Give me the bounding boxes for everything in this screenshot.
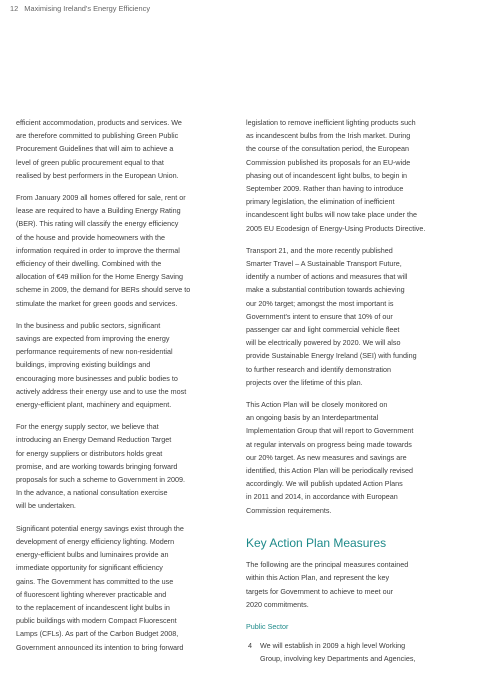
text-line: will be undertaken. (16, 501, 76, 511)
paragraph-monitoring (246, 398, 470, 517)
text-line: proposals for such a scheme to Government in 2009. (16, 475, 185, 485)
text-line: Procurement Guidelines that will aim to achieve a (16, 144, 174, 154)
text-line: Significant potential energy savings exist through the (16, 523, 184, 533)
text-line: encouraging more businesses and public bodies to (16, 373, 178, 383)
text-line: as incandescent bulbs from the Irish market. During (246, 131, 411, 141)
text-line: projects over the lifetime of this plan. (246, 377, 363, 387)
list-item (246, 639, 470, 665)
text-line: our 20% target. As new measures and savings are (246, 452, 407, 462)
text-line: legislation to remove inefficient lighting products such (246, 118, 416, 127)
text-line: at regular intervals on progress being made towards (246, 439, 412, 449)
paragraph-green-procurement (16, 116, 230, 182)
text-line: From January 2009 all homes offered for sale, rent or (16, 193, 186, 203)
text-line: introducing an Energy Demand Reduction Target (16, 435, 172, 445)
text-line: realised by best performers in the European Union. (16, 170, 179, 180)
text-line: performance requirements of new non-residential (16, 347, 173, 357)
text-line: Group, involving key Departments and Agencies, (260, 654, 416, 664)
text-line: 2020 commitments. (246, 599, 309, 609)
text-line: energy-efficient plant, machinery and equipment. (16, 400, 172, 410)
text-line: We will establish in 2009 a high level Working (260, 641, 406, 651)
text-line: efficiency of their dwelling. Combined with the (16, 259, 162, 269)
text-line: buildings, improving existing buildings and (16, 360, 151, 370)
left-column (16, 116, 230, 663)
text-line: actively address their energy use and to use the most (16, 386, 187, 396)
paragraph-lighting (16, 522, 230, 654)
text-line: Implementation Group that will report to Government (246, 426, 414, 436)
right-column (246, 116, 470, 666)
text-line: identified, this Action Plan will be periodically revised (246, 466, 413, 476)
text-line: for energy suppliers or distributors holds great (16, 448, 163, 458)
text-line: lease are required to have a Building Energy Rating (16, 206, 181, 216)
text-line: within this Action Plan, and represent the key (246, 573, 390, 583)
text-line: For the energy supply sector, we believe that (16, 422, 159, 432)
text-line: of the house and provide homeowners with the (16, 232, 166, 242)
text-line: gains. The Government has committed to the use (16, 576, 174, 586)
text-line: Commission requirements. (246, 505, 332, 515)
text-line: stimulate the market for green goods and services. (16, 298, 178, 308)
text-line: in 2011 and 2014, in accordance with European (246, 492, 398, 502)
text-line: scheme in 2009, the demand for BERs should serve to (16, 285, 191, 295)
text-line: immediate opportunity for significant efficiency (16, 563, 163, 573)
page-number: 12 (10, 4, 19, 13)
text-line: Commission published its proposals for an EU-wide (246, 157, 411, 167)
text-line: targets for Government to achieve to meet our (246, 586, 394, 596)
text-line: an ongoing basis by an Interdepartmental (246, 413, 379, 423)
text-line: will be electrically powered by 2020. We will also (246, 338, 401, 348)
page-header (10, 4, 150, 13)
paragraph-ber (16, 191, 230, 310)
text-line: accordingly. We will publish updated Action Plans (246, 479, 403, 489)
text-line: This Action Plan will be closely monitored on (246, 400, 388, 410)
text-line: of fluorescent lighting wherever practicable and (16, 589, 167, 599)
text-line: passenger car and light commercial vehicle fleet (246, 325, 400, 335)
text-line: efficient accommodation, products and services. We (16, 118, 182, 127)
text-line: the course of the consultation period, the European (246, 144, 410, 154)
text-line: phasing out of incandescent light bulbs, to begin in (246, 170, 408, 180)
text-line: (BER). This rating will classify the energy efficiency (16, 219, 179, 229)
text-line: energy-efficient bulbs and luminaires provide an (16, 550, 169, 560)
text-line: savings are expected from improving the energy (16, 334, 170, 344)
text-line: information required in order to improve the thermal (16, 245, 180, 255)
subheading-public-sector: Public Sector (246, 621, 289, 631)
text-line: public buildings with modern Compact Fluorescent (16, 616, 177, 626)
paragraph-transport (246, 244, 470, 389)
text-line: allocation of €49 million for the Home Energy Saving (16, 272, 184, 282)
text-line: Government's intent to ensure that 10% of our (246, 311, 393, 321)
text-line: promise, and are working towards bringing forward (16, 461, 178, 471)
text-line: identify a number of actions and measures that will (246, 272, 408, 282)
text-line: are therefore committed to publishing Green Public (16, 131, 179, 141)
text-line: level of green public procurement equal to that (16, 157, 164, 167)
text-line: provide Sustainable Energy Ireland (SEI) with funding (246, 351, 417, 361)
paragraph-business-public (16, 319, 230, 411)
section-heading: Key Action Plan Measures (246, 535, 387, 550)
text-line: Smarter Travel – A Sustainable Transport Future, (246, 259, 402, 269)
running-title: Maximising Ireland's Energy Efficiency (24, 4, 151, 13)
text-line: Lamps (CFLs). As part of the Carbon Budget 2008, (16, 629, 179, 639)
text-line: In the advance, a national consultation exercise (16, 488, 168, 498)
text-line: Transport 21, and the more recently published (246, 245, 393, 255)
text-line: our 20% target; amongst the most important is (246, 298, 394, 308)
text-line: to further research and identify demonstration (246, 364, 392, 374)
text-line: The following are the principal measures contained (246, 560, 409, 570)
text-line: development of energy efficiency lighting. Modern (16, 536, 175, 546)
text-line: primary legislation, the elimination of inefficient (246, 197, 395, 207)
text-line: In the business and public sectors, significant (16, 320, 161, 330)
text-line: September 2009. Rather than having to introduce (246, 184, 404, 194)
text-line: incandescent light bulbs will now take place under the (246, 210, 418, 220)
list-item-number: 4 (248, 641, 252, 651)
paragraph-energy-supply (16, 420, 230, 512)
text-line: to the replacement of incandescent light bulbs in (16, 602, 170, 612)
paragraph-legislation (246, 116, 470, 235)
text-line: Government announced its intention to bring forward (16, 642, 184, 652)
text-line: 2005 EU Ecodesign of Energy-Using Products Directive. (246, 223, 426, 233)
text-line: make a substantial contribution towards achieving (246, 285, 405, 295)
section-intro (246, 558, 470, 611)
